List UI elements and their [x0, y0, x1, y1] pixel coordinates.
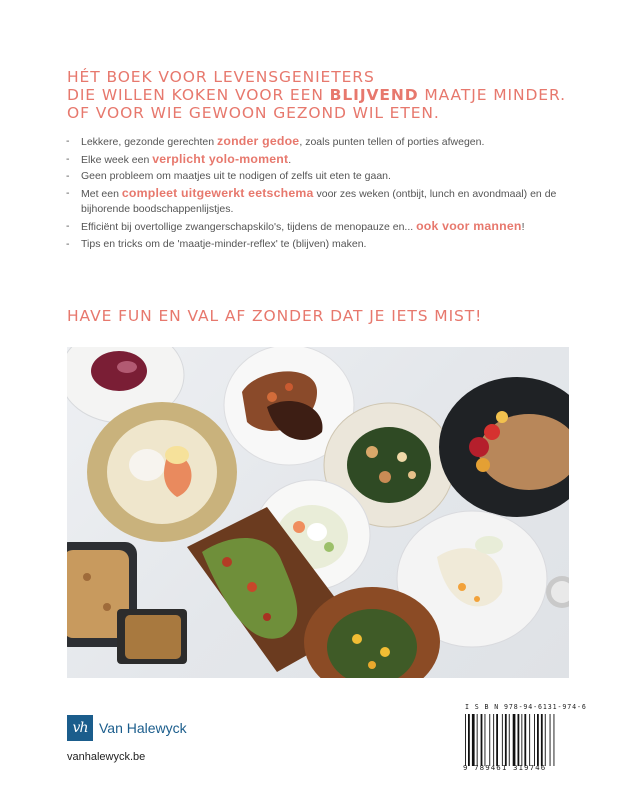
- headline-line-2-end: MAATJE MINDER.: [418, 86, 566, 104]
- barcode-bar: [489, 714, 490, 766]
- feature-item: [66, 186, 586, 218]
- headline-line-2-start: DIE WILLEN KOKEN VOOR EEN: [67, 86, 330, 104]
- barcode-bar: [541, 714, 543, 766]
- bullet-dash: -: [66, 170, 70, 183]
- feature-item: [66, 134, 586, 151]
- barcode-bar: [545, 714, 546, 766]
- barcode-icon: [463, 714, 571, 766]
- breakfast-plate: [439, 377, 569, 517]
- bullet-dash: -: [66, 186, 70, 199]
- headline-emphasis: BLIJVEND: [329, 86, 419, 104]
- feature-item: [66, 152, 586, 169]
- feature-text: Met een: [81, 187, 122, 200]
- barcode-bar: [550, 714, 551, 766]
- barcode-bar: [472, 714, 475, 766]
- bullet-dash: -: [66, 135, 70, 147]
- barcode-bar: [513, 714, 516, 766]
- barcode-bar: [509, 714, 510, 766]
- barcode-bar: [502, 714, 503, 766]
- spice-jar: [546, 576, 569, 608]
- tagline: HAVE FUN EN VAL AF ZONDER DAT JE IETS MIST!: [67, 307, 483, 325]
- feature-highlight: compleet uitgewerkt eetschema: [121, 185, 314, 200]
- feature-highlight: zonder gedoe: [217, 134, 300, 148]
- barcode-bar: [477, 714, 478, 766]
- feature-item: [66, 169, 586, 185]
- feature-highlight: ook voor mannen: [416, 218, 522, 233]
- publisher-logo: [67, 714, 187, 742]
- isbn-digits: 9 789461 319746: [463, 763, 547, 772]
- bullet-dash: -: [66, 219, 70, 232]
- headline-line-3: OF VOOR WIE GEWOON GEZOND WIL ETEN.: [67, 104, 440, 122]
- food-photo-illustration: [67, 347, 569, 678]
- salmon-bowl: [87, 402, 237, 542]
- feature-item: [66, 237, 586, 253]
- food-photo: [67, 347, 569, 678]
- barcode-bar: [485, 714, 486, 766]
- barcode-bar: [496, 714, 498, 766]
- feature-item: [66, 219, 586, 236]
- barcode-bar: [505, 714, 507, 766]
- feature-text-end: voor zes weken (ontbijt, lunch en avondmaal) en de bijhorende boodschappenlijstjes.: [81, 187, 557, 216]
- headline-line-2: [67, 86, 607, 104]
- barcode-bar: [465, 714, 466, 766]
- vh-logo-icon: vh: [67, 715, 93, 741]
- barcode-bar: [481, 714, 483, 766]
- feature-text: Efficiënt bij overtollige zwangerschapskilo's, tijdens de menopauze en...: [81, 220, 414, 233]
- barcode-bar: [518, 714, 520, 766]
- bullet-dash: -: [66, 152, 70, 165]
- feature-text: Elke week een: [81, 153, 153, 166]
- feature-highlight: verplicht yolo-moment: [152, 151, 289, 166]
- barcode-bar: [521, 714, 522, 766]
- feature-text: Lekkere, gezonde gerechten: [81, 136, 218, 148]
- publisher-website: vanhalewyck.be: [67, 751, 146, 763]
- barcode-bar: [524, 714, 526, 766]
- barcode-bar: [468, 714, 470, 766]
- isbn-label: I S B N 978-94-6131-974-6: [465, 703, 587, 711]
- feature-text-end: !: [521, 220, 525, 233]
- feature-text: Tips en tricks om de 'maatje-minder-reflex' te (blijven) maken.: [81, 237, 367, 250]
- bread-loaf: [117, 609, 187, 664]
- barcode-bar: [537, 714, 539, 766]
- publisher-name: Van Halewyck: [99, 720, 187, 736]
- feature-text-end: , zoals punten tellen of porties afwegen.: [299, 136, 485, 148]
- feature-text: Geen probleem om maatjes uit te nodigen of zelfs uit eten te gaan.: [81, 170, 391, 183]
- headline-line-1: HÉT BOEK VOOR LEVENSGENIETERS: [67, 68, 375, 86]
- barcode-bar: [529, 714, 530, 766]
- barcode-bar: [554, 714, 555, 766]
- barcode-bar: [534, 714, 535, 766]
- feature-text-end: .: [288, 153, 292, 166]
- bullet-dash: -: [66, 237, 70, 250]
- barcode-bar: [493, 714, 494, 766]
- feature-list: [66, 134, 586, 253]
